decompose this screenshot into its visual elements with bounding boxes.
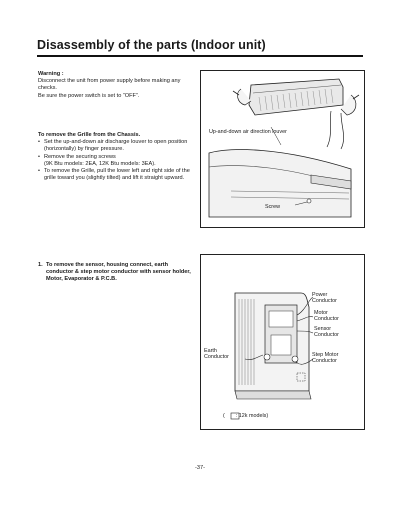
sensor-conductor-label: Sensor Conductor bbox=[314, 326, 339, 339]
screw-label: Screw bbox=[265, 204, 280, 210]
title-underline bbox=[37, 55, 363, 57]
step1-number: 1. bbox=[38, 262, 43, 268]
grille-figure bbox=[200, 70, 365, 228]
grille-step: • To remove the Grille, pull the lower left and right side of the grille toward you (slightly tilted) and lift it straight upward. bbox=[38, 168, 193, 182]
warning-line: Disconnect the unit from power supply before making any checks. bbox=[38, 78, 181, 92]
grille-illustration bbox=[201, 71, 364, 227]
step1-text: To remove the sensor, housing connect, earth conductor & step motor conductor with sensor holder, Motor, Evaporator & P.C.B. bbox=[46, 262, 191, 283]
conductor-figure bbox=[200, 254, 365, 430]
grille-block bbox=[38, 132, 193, 182]
grille-steps bbox=[38, 139, 193, 182]
step-motor-conductor-label: Step Motor Conductor bbox=[312, 352, 339, 365]
conductor-illustration bbox=[201, 255, 364, 429]
louver-label: Up-and-down air direction louver bbox=[209, 129, 287, 135]
warning-line: Be sure the power switch is set to “OFF”. bbox=[38, 92, 140, 99]
grille-step: • Set the up-and-down air discharge louver to open position (horizontally) by finger pressure. bbox=[38, 139, 193, 153]
earth-conductor-label: Earth Conductor bbox=[204, 348, 229, 361]
grille-step-text: Remove the securing screws bbox=[44, 153, 116, 160]
step1-heading bbox=[38, 262, 193, 284]
grille-step bbox=[38, 154, 193, 168]
motor-conductor-label: Motor Conductor bbox=[314, 310, 339, 323]
warning-block bbox=[38, 71, 193, 100]
screw-note: (9K Btu models: 2EA, 12K Btu models: 3EA). bbox=[44, 160, 156, 167]
grille-heading: To remove the Grille from the Chassis. bbox=[38, 132, 141, 138]
model-note: ( : 12k models) bbox=[223, 413, 269, 419]
warning-heading: Warning : bbox=[38, 71, 64, 77]
page-title: Disassembly of the parts (Indoor unit) bbox=[37, 38, 266, 52]
step1-block bbox=[38, 262, 193, 284]
model-note-text: : 12k models) bbox=[235, 413, 269, 419]
power-conductor-label: Power Conductor bbox=[312, 292, 337, 305]
page-number: -37- bbox=[195, 465, 205, 471]
